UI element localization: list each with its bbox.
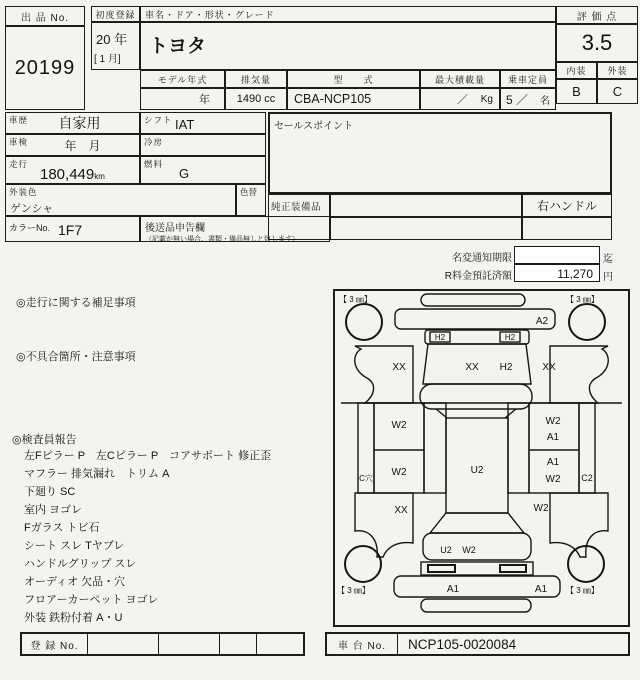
capacity-header: 乗車定員 xyxy=(500,70,556,88)
name-change-label: 名変通知期限 xyxy=(452,253,512,264)
front-left-fender xyxy=(355,346,413,403)
registration-cell-4 xyxy=(257,634,303,654)
chassis-no-value: NCP105-0020084 xyxy=(408,636,517,652)
report-line: ハンドルグリップ スレ xyxy=(24,558,137,570)
shift-cell xyxy=(140,112,266,134)
damage-mark: 【 3 ㎜】 xyxy=(337,586,370,595)
rear-left-quarter xyxy=(355,493,413,557)
damage-mark: W2 xyxy=(391,467,407,478)
aircon-cell xyxy=(140,134,266,156)
damage-mark: W2 xyxy=(391,420,407,431)
report-line: オーディオ 欠品・穴 xyxy=(24,576,126,588)
rear-window xyxy=(430,513,524,533)
note-inspector: ◎検査員報告 xyxy=(12,434,77,446)
damage-mark: A1 xyxy=(546,432,560,443)
color-no-cell xyxy=(5,216,140,242)
aircon-label: 冷房 xyxy=(144,137,164,147)
first-registration-year: 20 年 xyxy=(96,32,128,47)
first-registration-month: [ 1 月] xyxy=(94,54,121,65)
report-line: マフラー 排気漏れ トリム A xyxy=(24,468,170,480)
displacement-header: 排気量 xyxy=(225,70,287,88)
damage-mark: XX xyxy=(392,362,406,373)
oem-equipment-label: 純正装備品 xyxy=(271,202,322,213)
history-label: 車歴 xyxy=(9,115,29,125)
damage-mark: A1 xyxy=(546,457,560,468)
sales-point-box xyxy=(268,112,612,194)
recycle-fee-suffix: 円 xyxy=(603,272,613,283)
damage-mark: C穴 xyxy=(359,474,373,483)
max-load-unit: Kg xyxy=(480,93,493,105)
color-no-label: カラーNo. xyxy=(9,223,51,233)
tail-light-bar xyxy=(421,562,533,575)
note-running: ◎走行に関する補足事項 xyxy=(16,297,136,309)
damage-mark: A1 xyxy=(534,584,548,595)
damage-mark: A1 xyxy=(446,584,460,595)
rating-header: 評 価 点 xyxy=(556,6,638,24)
exterior-color-value: ゲンシャ xyxy=(10,203,54,215)
damage-mark: W2 xyxy=(545,416,561,427)
max-load-slash: ／ xyxy=(457,94,468,106)
front-right-fender xyxy=(550,346,608,403)
oem-equipment-label-cell xyxy=(268,194,330,240)
exterior-color-label: 外装色 xyxy=(9,187,38,197)
right-tail-light xyxy=(500,565,526,572)
damage-mark: XX xyxy=(394,505,408,516)
exterior-color-cell xyxy=(5,184,236,216)
recycle-fee-label: R料金預託済額 xyxy=(444,271,512,282)
mileage-number: 180,449 xyxy=(40,166,95,183)
color-change-cell xyxy=(236,184,266,216)
registration-cell-1 xyxy=(88,634,159,654)
front-left-wheel xyxy=(346,304,382,340)
oem-equipment-value2 xyxy=(330,217,522,240)
car-name-header: 車名・ドア・形状・グレード xyxy=(140,6,556,22)
damage-mark: W2 xyxy=(545,474,561,485)
report-line: 左Fピラー P 左Cピラー P コアサポート 修正歪 xyxy=(24,450,272,462)
left-tail-light xyxy=(428,565,455,572)
right-glass-strip xyxy=(508,403,529,493)
left-glass-strip xyxy=(424,403,446,493)
damage-mark: H2 xyxy=(499,362,513,373)
front-right-wheel xyxy=(569,304,605,340)
damage-mark: XX xyxy=(542,362,556,373)
note-defects: ◎不具合箇所・注意事項 xyxy=(16,351,136,363)
registration-no-label: 登 録 No. xyxy=(22,634,88,654)
inspection-cell xyxy=(5,134,140,156)
model-code-value: CBA-NCP105 xyxy=(287,88,420,110)
damage-mark: 【 3 ㎜】 xyxy=(339,295,372,304)
windshield xyxy=(420,384,532,409)
name-change-box xyxy=(514,246,600,264)
oem-equipment-value xyxy=(330,194,522,217)
mileage-label: 走行 xyxy=(9,159,29,169)
exterior-grade-header: 外装 xyxy=(597,62,638,79)
inspection-value: 年 月 xyxy=(64,138,101,153)
inspector-report-list xyxy=(24,447,324,627)
front-bumper xyxy=(395,309,555,329)
report-line: フロアーカーペット ヨゴレ xyxy=(24,594,159,606)
color-no-value: 1F7 xyxy=(58,222,83,238)
rear-bottom-trim xyxy=(421,599,531,612)
first-registration-header: 初度登録 xyxy=(91,6,140,22)
fuel-label: 燃料 xyxy=(144,159,164,169)
later-items-label: 後送品申告欄 xyxy=(145,223,205,234)
first-registration-value xyxy=(91,22,140,70)
registration-no-table xyxy=(20,632,305,656)
shift-value: IAT xyxy=(175,117,195,132)
car-top-view-diagram xyxy=(335,291,628,625)
inspection-label: 車検 xyxy=(9,137,29,147)
capacity-unit: 名 xyxy=(540,95,550,107)
handle-position: 右ハンドル xyxy=(522,194,612,217)
sales-point-label: セールスポイント xyxy=(274,121,354,132)
name-change-suffix: 迄 xyxy=(603,254,613,265)
interior-grade: B xyxy=(556,79,597,104)
left-door-panels xyxy=(374,403,424,493)
shift-label: シフト xyxy=(144,115,173,125)
damage-mark: W2 xyxy=(533,503,549,514)
damage-marks-layer xyxy=(337,294,599,595)
model-code-header: 型 式 xyxy=(287,70,420,88)
report-line: シート スレ Tヤブレ xyxy=(24,540,125,552)
history-value: 自家用 xyxy=(58,115,101,131)
exterior-grade: C xyxy=(597,79,638,104)
color-change-label: 色替 xyxy=(240,187,258,197)
car-name-value-cell xyxy=(140,22,556,70)
interior-grade-header: 内装 xyxy=(556,62,597,79)
report-line: 外装 鉄粉付着 A・U xyxy=(24,612,123,624)
rear-left-wheel xyxy=(345,546,381,582)
later-items-note: （記載が無い場合、書類・備品無しと致します） xyxy=(145,236,299,243)
registration-cell-3 xyxy=(220,634,257,654)
displacement-value: 1490 cc xyxy=(225,88,287,110)
max-load-header: 最大積載量 xyxy=(420,70,500,88)
damage-mark: U2 xyxy=(470,465,484,476)
damage-mark: U2 xyxy=(440,545,452,555)
damage-mark: C2 xyxy=(581,473,593,483)
auction-no-header: 出 品 No. xyxy=(5,6,85,26)
mileage-unit: km xyxy=(94,172,105,181)
report-line: 下廻り SC xyxy=(24,486,76,498)
history-cell xyxy=(5,112,140,134)
car-name: トヨタ xyxy=(149,36,207,57)
registration-cell-2 xyxy=(159,634,220,654)
chassis-no-table xyxy=(325,632,630,656)
chassis-no-label: 車 台 No. xyxy=(327,634,398,654)
damage-mark: 【 3 ㎜】 xyxy=(566,586,599,595)
front-top-trim xyxy=(421,294,525,306)
damage-mark: XX xyxy=(465,362,479,373)
capacity-number: 5 ／ xyxy=(506,92,529,107)
report-line: 室内 ヨゴレ xyxy=(24,504,83,516)
rear-gate xyxy=(423,533,531,560)
capacity-value xyxy=(500,88,556,110)
mileage-cell xyxy=(5,156,140,184)
right-a-pillar xyxy=(505,409,516,418)
damage-mark: H2 xyxy=(504,333,516,342)
auction-no-value: 20199 xyxy=(5,26,85,110)
damage-mark: A2 xyxy=(535,316,549,327)
damage-mark: W2 xyxy=(462,545,476,555)
fuel-value: G xyxy=(179,166,190,181)
report-line: Fガラス トビ石 xyxy=(24,522,100,534)
recycle-fee-box: 11,270 xyxy=(514,264,600,282)
damage-diagram-box xyxy=(333,289,630,627)
model-year-header: モデル年式 xyxy=(140,70,225,88)
damage-mark: 【 3 ㎜】 xyxy=(566,295,599,304)
model-year-value: 年 xyxy=(140,88,225,110)
rating-score: 3.5 xyxy=(556,24,638,62)
damage-mark: H2 xyxy=(434,333,446,342)
max-load-value xyxy=(420,88,500,110)
fuel-cell xyxy=(140,156,266,184)
handle-below-cell xyxy=(522,217,612,240)
